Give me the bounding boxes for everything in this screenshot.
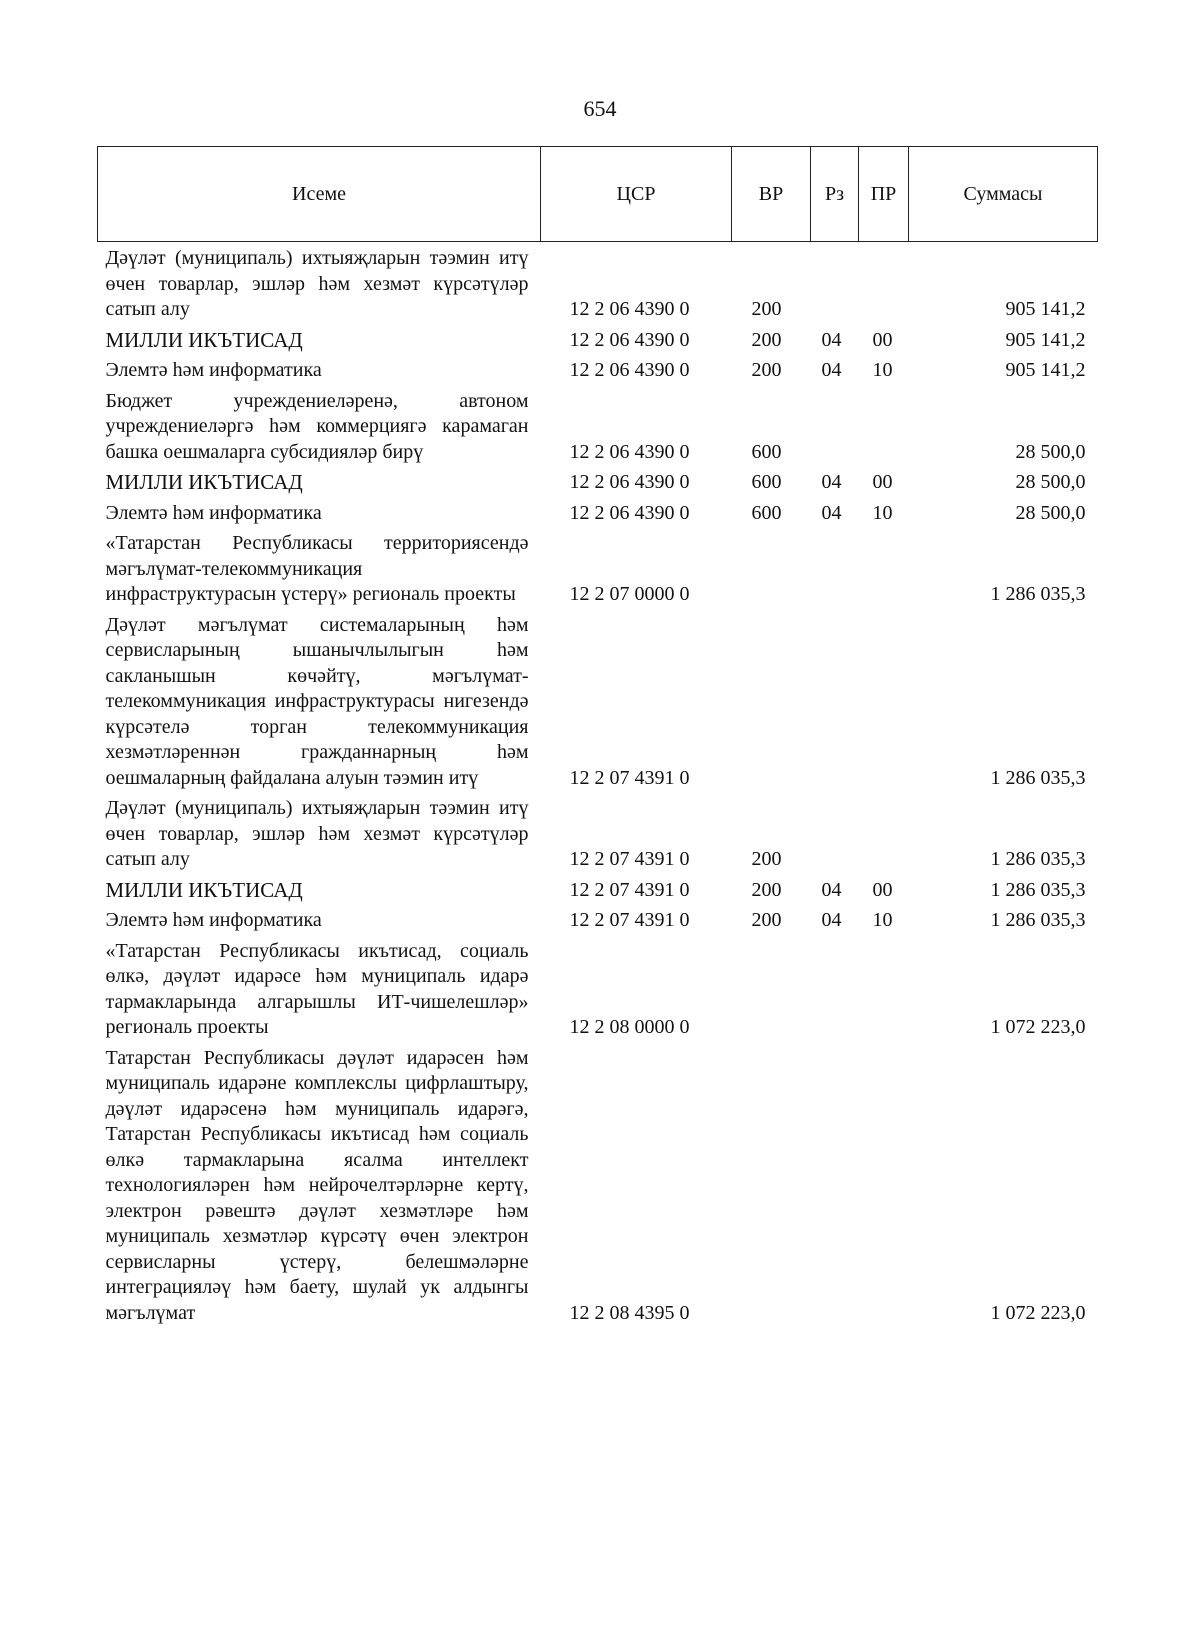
cell-rz [811,611,859,795]
cell-vr: 200 [751,909,782,931]
cell-vr: 600 [751,471,782,493]
cell-pr [859,937,909,1044]
cell-sum: 905 141,2 [1005,328,1086,351]
cell-rz [811,1044,859,1330]
cell-csr: 12 2 06 4390 0 [569,328,690,351]
cell-rz: 04 [821,878,842,901]
cell-sum: 28 500,0 [1015,501,1086,524]
cell-vr [732,1044,811,1330]
header-row [98,147,1098,242]
cell-rz [811,937,859,1044]
table-row [98,906,1098,937]
cell-vr [732,611,811,795]
cell-sum: 28 500,0 [1015,471,1086,493]
table-row [98,499,1098,530]
table-row [98,1044,1098,1330]
cell-csr: 12 2 08 0000 0 [569,1016,690,1038]
cell-rz: 04 [821,471,842,493]
header-rz: Рз [811,147,859,242]
cell-rz: 04 [821,909,842,931]
table-row [98,937,1098,1044]
cell-pr: 00 [872,471,893,493]
table-row [98,387,1098,469]
cell-rz [811,387,859,469]
cell-pr [859,1044,909,1330]
cell-sum: 905 141,2 [1005,359,1086,381]
cell-vr [732,937,811,1044]
cell-csr: 12 2 07 4391 0 [569,909,690,931]
cell-sum: 28 500,0 [1015,440,1086,463]
cell-name: МИЛЛИ ИКЪТИСАД [105,327,303,352]
cell-vr: 600 [751,440,782,463]
cell-sum: 1 286 035,3 [990,878,1086,901]
header-vr: ВР [732,147,811,242]
table-row [98,242,1098,326]
cell-pr: 10 [872,501,893,524]
cell-pr: 10 [872,359,893,381]
cell-pr [859,242,909,326]
cell-name: Дәүләт (муниципаль) ихтыяҗларын тәэмин итү өчен товарлар, эшләр һәм хезмәт күрсәтүләр сатып алу [105,797,529,870]
table-row [98,326,1098,357]
cell-vr: 200 [751,298,782,320]
cell-rz [811,529,859,611]
cell-sum: 1 072 223,0 [990,1301,1086,1324]
cell-pr [859,387,909,469]
budget-table [97,146,1098,1329]
cell-csr: 12 2 06 4390 0 [569,298,690,320]
header-csr: ЦСР [541,147,732,242]
table-row [98,356,1098,387]
cell-pr: 10 [872,909,893,931]
cell-rz [811,794,859,876]
cell-name: Элемтә һәм информатика [105,909,322,931]
cell-sum: 1 286 035,3 [990,909,1086,931]
cell-name: Элемтә һәм информатика [105,359,322,381]
cell-name: «Татарстан Республикасы икътисад, социаль өлкә, дәүләт идарәсе һәм муниципаль идарә тармакларында алгарышлы ИТ-чишелешләр» региональ проекты [105,939,529,1038]
cell-csr: 12 2 07 0000 0 [569,583,690,605]
cell-vr: 200 [751,328,782,351]
table-row [98,468,1098,499]
table-row [98,611,1098,795]
cell-name: МИЛЛИ ИКЪТИСАД [105,470,303,494]
header-pr: ПР [859,147,909,242]
cell-name: Дәүләт (муниципаль) ихтыяҗларын тәэмин итү өчен товарлар, эшләр һәм хезмәт күрсәтүләр сатып алу [105,247,529,320]
table-row [98,794,1098,876]
cell-csr: 12 2 08 4395 0 [569,1301,690,1324]
cell-name: «Татарстан Республикасы территориясендә мәгълүмат-телекоммуникация инфраструктурасын үстерү» региональ проекты [105,532,529,605]
table-header [98,147,1098,242]
cell-csr: 12 2 06 4390 0 [569,440,690,463]
cell-rz: 04 [821,328,842,351]
cell-sum: 1 286 035,3 [990,848,1086,870]
cell-csr: 12 2 06 4390 0 [569,501,690,524]
cell-sum: 905 141,2 [1005,298,1086,320]
cell-rz [811,242,859,326]
cell-name: МИЛЛИ ИКЪТИСАД [105,877,303,902]
header-name: Исеме [98,147,541,242]
table-row [98,529,1098,611]
table-row [98,876,1098,907]
cell-name: Дәүләт мәгълүмат системаларының һәм сервисларының ышанычлылыгын һәм сакланышын көчәйтү, мәгълүмат-телекоммуникация инфраструктурасы нигезендә күрсәтелә торган телекоммуникация хезмәтләреннән гражданнарның һәм оешмаларның файдалана алуын тәэмин итү [105,613,529,789]
cell-rz: 04 [821,501,842,524]
cell-rz: 04 [821,359,842,381]
cell-pr [859,529,909,611]
page-number: 654 [583,96,617,121]
cell-csr: 12 2 07 4391 0 [569,848,690,870]
cell-sum: 1 286 035,3 [990,583,1086,605]
cell-vr: 200 [751,878,782,901]
cell-sum: 1 286 035,3 [990,766,1086,789]
cell-vr [732,529,811,611]
cell-name: Татарстан Республикасы дәүләт идарәсен һәм муниципаль идарәне комплекслы цифрлаштыру, дәүләт идарәсенә һәм муниципаль идарәгә, Татарстан Республикасы икътисад һәм социаль өлкә тармакларына ясалма интеллект технологияләрен һәм нейрочелтәрләрне кертү, электрон рәвештә дәүләт хезмәтләре һәм муниципаль хезмәтләр күрсәтү өчен электрон сервисларны үстерү, белешмәләрне интеграцияләү һәм баету, шулай ук алдынгы мәгълүмат [105,1046,529,1324]
cell-name: Элемтә һәм информатика [105,501,322,524]
cell-csr: 12 2 07 4391 0 [569,766,690,789]
header-sum: Суммасы [909,147,1098,242]
cell-csr: 12 2 06 4390 0 [569,359,690,381]
cell-pr [859,794,909,876]
cell-csr: 12 2 07 4391 0 [569,878,690,901]
table-body [98,242,1098,1330]
cell-vr: 200 [751,848,782,870]
cell-vr: 600 [751,501,782,524]
cell-pr [859,611,909,795]
cell-pr: 00 [872,328,893,351]
cell-csr: 12 2 06 4390 0 [569,471,690,493]
cell-sum: 1 072 223,0 [990,1016,1086,1038]
cell-name: Бюджет учреждениеләренә, автоном учреждениеләргә һәм коммерциягә карамаган башка оешмаларга субсидияләр бирү [105,389,529,463]
cell-vr: 200 [751,359,782,381]
cell-pr: 00 [872,878,893,901]
